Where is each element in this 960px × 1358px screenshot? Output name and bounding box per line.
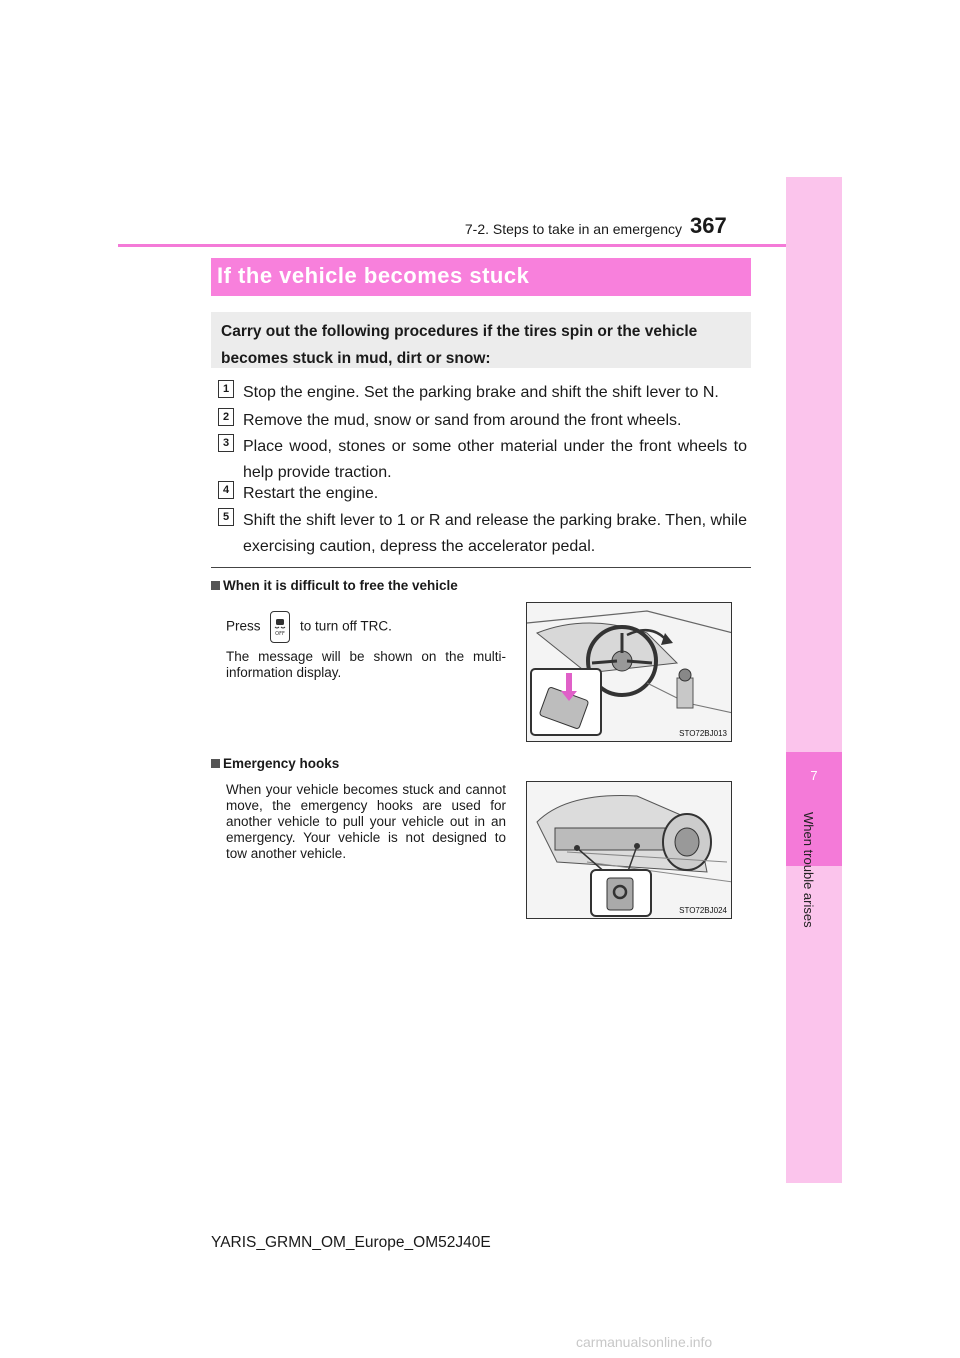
trc-switch-illustration bbox=[526, 602, 732, 742]
page-number: 367 bbox=[690, 213, 727, 238]
figure-code-2: STO72BJ024 bbox=[679, 906, 727, 915]
subsection-heading-hooks bbox=[211, 756, 339, 771]
press-text: Press bbox=[226, 618, 261, 634]
skid-car-icon bbox=[272, 612, 288, 638]
svg-text:OFF: OFF bbox=[275, 631, 286, 637]
header-rule bbox=[118, 244, 786, 247]
chapter-number: 7 bbox=[810, 768, 818, 783]
step-badge-5: 5 bbox=[218, 508, 234, 526]
trc-off-switch-icon bbox=[270, 611, 290, 643]
emergency-hook-illustration bbox=[526, 781, 732, 919]
step-badge-3: 3 bbox=[218, 434, 234, 452]
step-text-2: Remove the mud, snow or sand from around the front wheels. bbox=[243, 412, 682, 429]
step-badge-1: 1 bbox=[218, 380, 234, 398]
dashboard-illustration bbox=[527, 603, 732, 742]
intro-box: Carry out the following procedures if the tires spin or the vehicle becomes stuck in mud, dirt or snow: bbox=[211, 312, 751, 368]
watermark: carmanualsonline.info bbox=[576, 1334, 713, 1350]
figure-code-1: STO72BJ013 bbox=[679, 729, 727, 738]
step-badge-2: 2 bbox=[218, 408, 234, 426]
section-rule bbox=[211, 567, 751, 568]
subsection-heading-hooks-text: Emergency hooks bbox=[223, 756, 340, 771]
message-text: The message will be shown on the multi-information display. bbox=[226, 649, 506, 680]
step-text-1: Stop the engine. Set the parking brake and shift the shift lever to N. bbox=[243, 384, 719, 401]
car-rear-illustration bbox=[527, 782, 732, 919]
section-header: 7-2. Steps to take in an emergency bbox=[464, 221, 682, 237]
square-bullet-icon bbox=[211, 759, 220, 768]
square-bullet-icon bbox=[211, 581, 220, 590]
document-footer: YARIS_GRMN_OM_Europe_OM52J40E bbox=[211, 1234, 491, 1251]
subsection-heading-free-text: When it is difficult to free the vehicle bbox=[223, 578, 458, 593]
step-text-4: Restart the engine. bbox=[243, 485, 379, 502]
chapter-side-tab bbox=[786, 177, 842, 1183]
step-text-5: Shift the shift lever to 1 or R and release the parking brake. Then, while exercising caution, depress the accelerator pedal. bbox=[243, 512, 747, 555]
hooks-text: When your vehicle becomes stuck and cannot move, the emergency hooks are used for another vehicle to pull your vehicle out in an emergency. Your vehicle is not designed to tow another vehicle. bbox=[226, 782, 506, 861]
chapter-label: When trouble arises bbox=[801, 812, 816, 928]
page-title: If the vehicle becomes stuck bbox=[211, 258, 751, 296]
step-badge-4: 4 bbox=[218, 481, 234, 499]
turn-off-trc-text: to turn off TRC. bbox=[300, 618, 392, 634]
press-trc-line bbox=[226, 611, 506, 643]
subsection-heading-free bbox=[211, 578, 458, 593]
step-text-3: Place wood, stones or some other material under the front wheels to help provide traction. bbox=[243, 438, 747, 481]
